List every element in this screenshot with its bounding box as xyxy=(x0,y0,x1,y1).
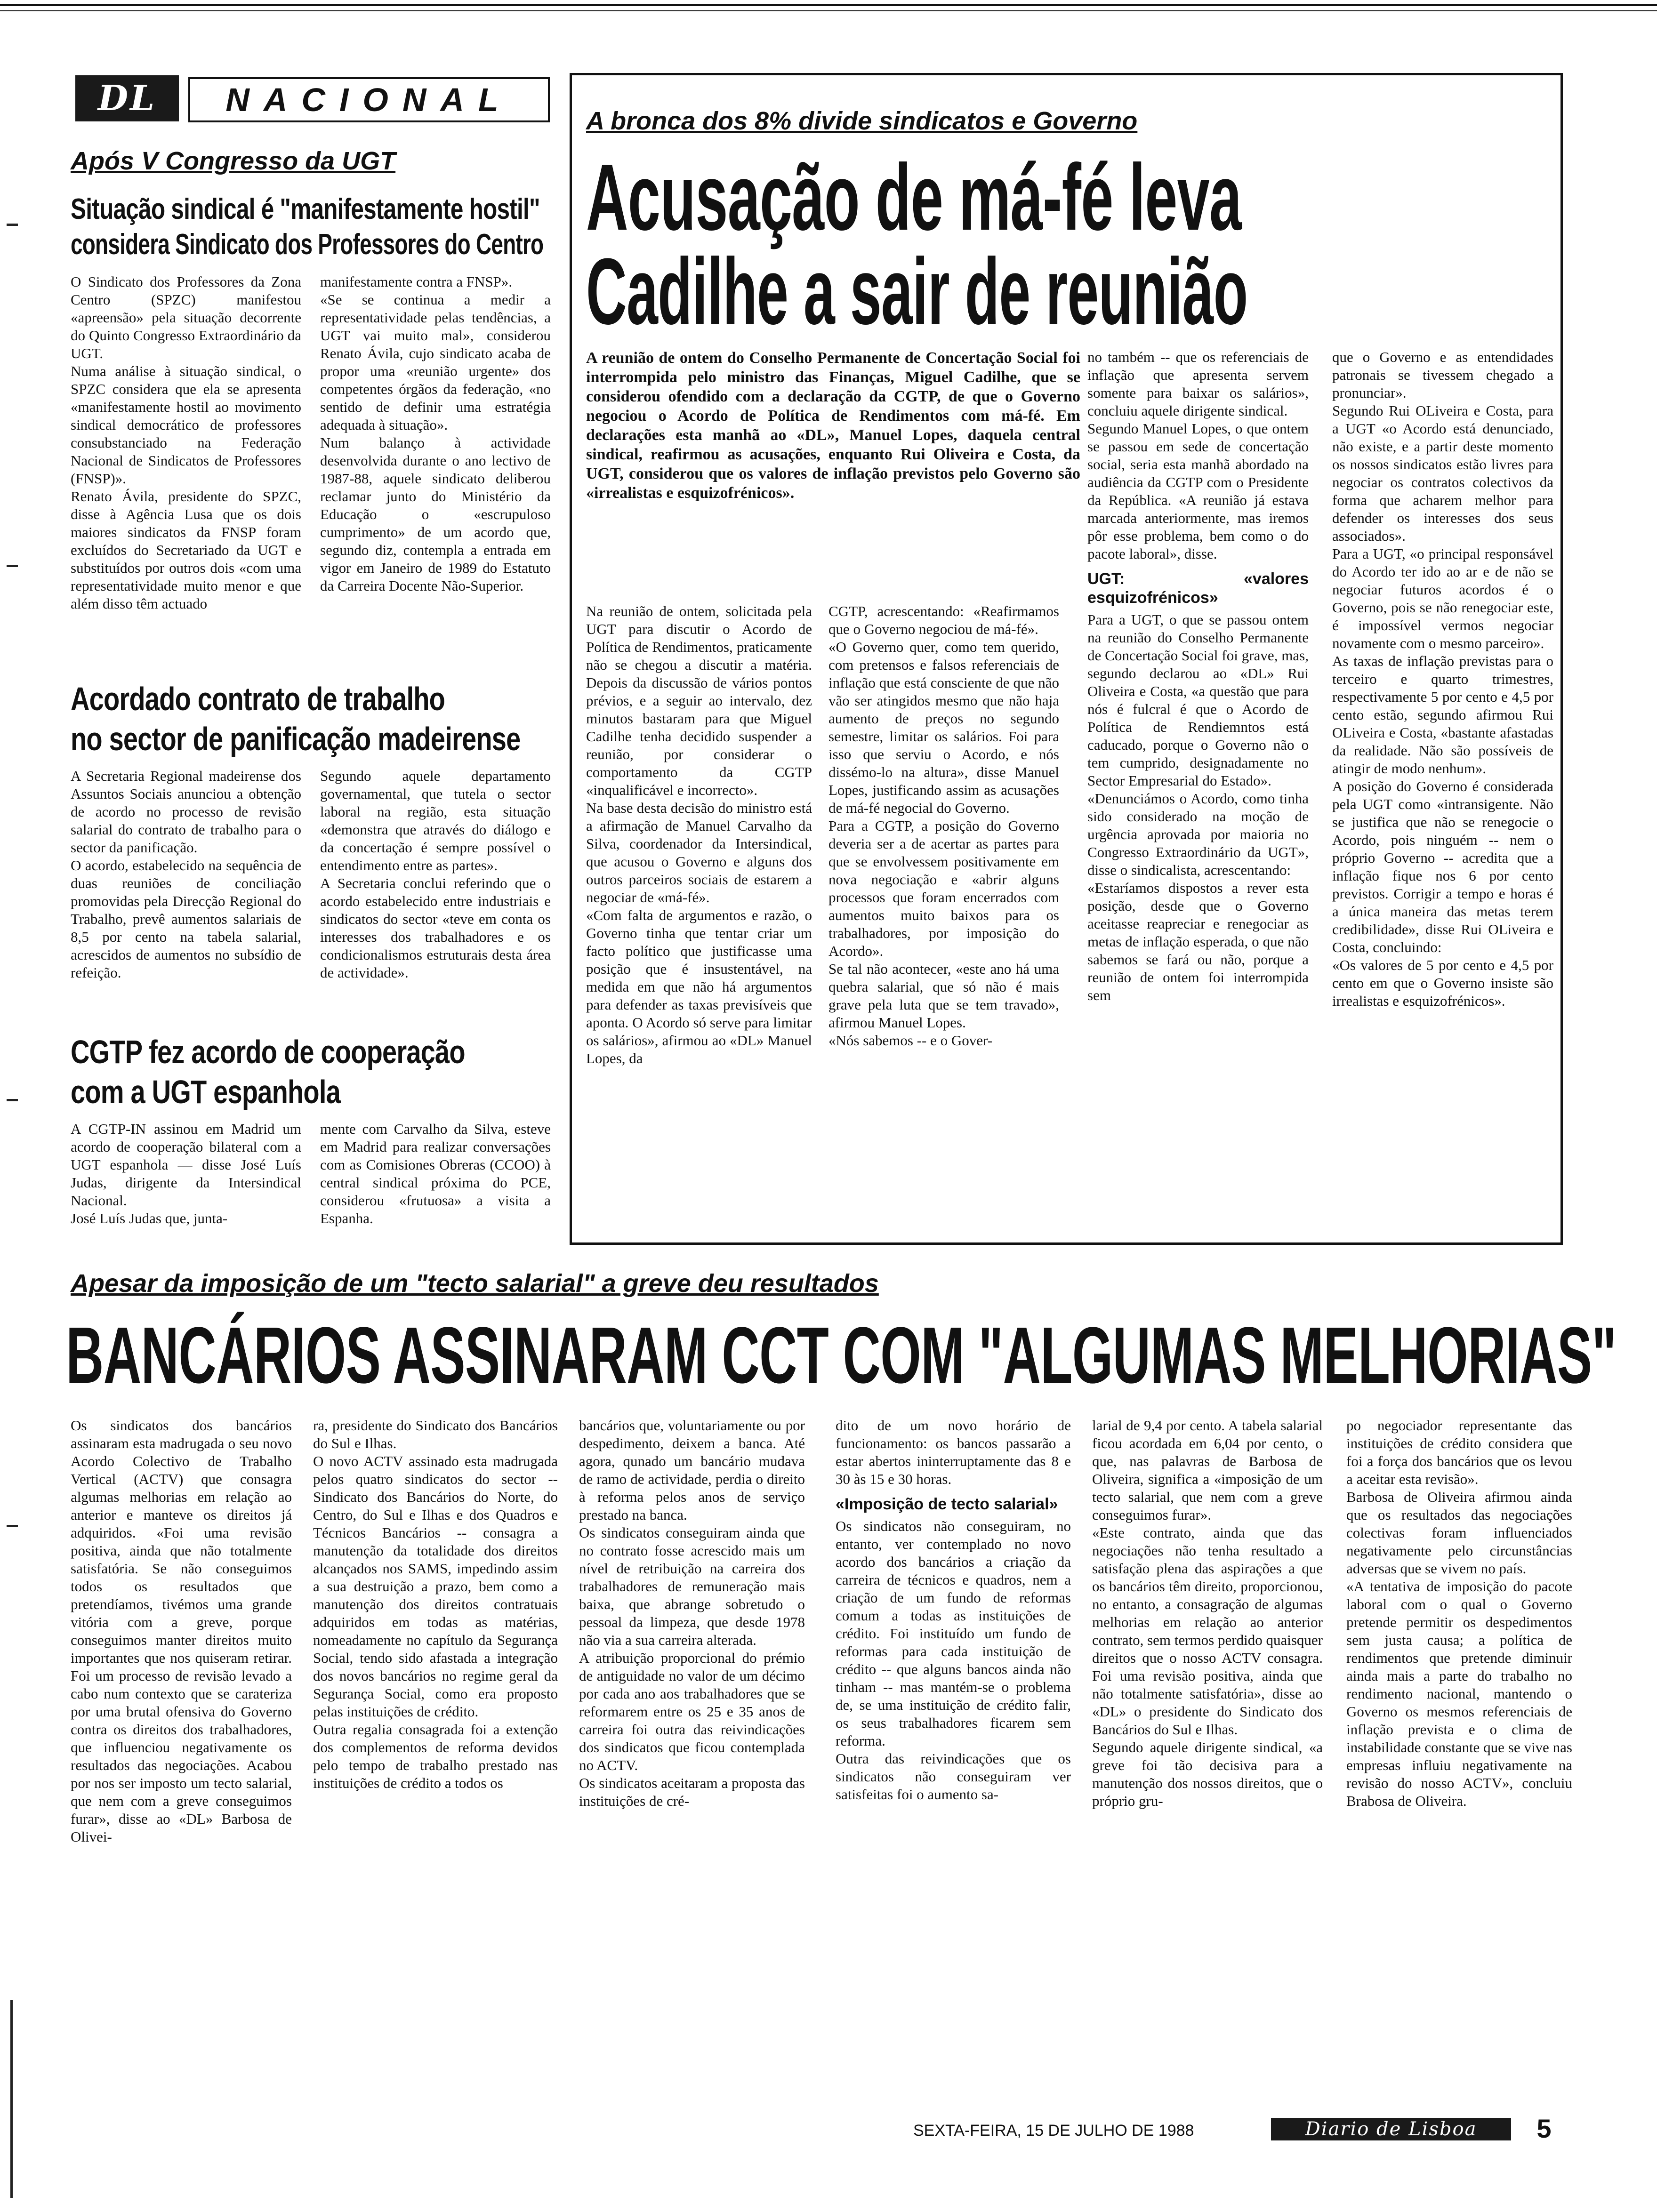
main-col-4-text: que o Governo e as entendidades patronais se tivessem chegado a pronunciar». Segundo Rui OLiveira e Costa, para a UGT «o Acordo está denunciado, não existe, e a partir deste momento os nossos sindicatos estão livres para negociar os contratos colectivos da forma que acharem melhor para defender os interesses dos seus associados». Para a UGT, «o principal responsável do Acordo ter ido ao ar e de não se negociar futuros acordos é o Governo, pois se não renegociar este, é impossível vermos negociar novamente com o mesmo parceiro». As taxas de inflação previstas para o terceiro e quarto trimestres, respectivamente 5 por cento e 4,5 por cento estão, segundo afirmou Rui OLiveira e Costa, «bastante afastadas da realidade. Não são possíveis de atingir de modo nenhum». A posição do Governo é considerada pela UGT como «intransigente. Não se justifica que não se renegocie o Acordo, pois ninguém -- nem o próprio Governo -- acredita que a inflação fique nos 6 por cento previstos. Corrigir a tempo e horas é a única maneira das metas terem credibilidade», disse Rui OLiveira e Costa, concluindo: «Os valores de 5 por cento e 4,5 por cento em que o Governo insiste são irrealistas e esquizofrénicos». xyxy=(1332,349,1553,1009)
cgtp-headline-1: CGTP fez acordo de cooperação xyxy=(71,1034,465,1070)
bakery-col-1 xyxy=(71,767,301,982)
ugt-col-2 xyxy=(320,273,551,595)
cgtp-col-2 xyxy=(320,1120,551,1227)
left-margin-tick xyxy=(7,1525,18,1527)
bank-col-2 xyxy=(313,1417,558,1792)
ugt-headline-1: Situação sindical é "manifestamente hostil" xyxy=(71,193,540,225)
bank-col-6 xyxy=(1346,1417,1572,1810)
bank-col-6-text: po negociador representante das instituições de crédito considera que foi a força dos bancários que os levou a aceitar esta revisão». Barbosa de Oliveira afirmou ainda que os resultados das negociações colectivas foram influenciados negativamente pelo circunstâncias adversas que se vivem no país. «A tentativa de imposição do pacote laboral com o qual o Governo pretende permitir os despedimentos sem justa causa; a política de rendimentos que pretende diminuir ainda mais a parte do trabalho no rendimento nacional, mantendo o Governo os mesmos referenciais de inflação prevista e o clima de instabilidade constante que se vive nas empresas influiu negativamente na revisão do nosso ACTV», concluiu Brabosa de Oliveira. xyxy=(1346,1417,1572,1809)
left-margin-mark xyxy=(10,2000,13,2198)
bank-col-4 xyxy=(836,1417,1071,1803)
bank-col-1 xyxy=(71,1417,292,1846)
bank-col-4a-text: dito de um novo horário de funcionamento: os bancos passarão a estar abertos ininterruptamente das 8 e 30 às 15 e 30 horas. xyxy=(836,1417,1071,1487)
main-col-3b-text: Para a UGT, o que se passou ontem na reunião do Conselho Permanente de Concertação Social foi grave, mas, segundo declarou ao «DL» Rui Oliveira e Costa, «a questão que para nós é fulcral é que o Acordo de Política de Rendiemntos está caducado, porque o Governo não o tem cumprido, designadamente no Sector Empresarial do Estado». «Denunciámos o Acordo, como tinha sido considerado na moção de urgência aprovada por maioria no Congresso Extraordinário da UGT», disse o sindicalista, acrescentando: «Estaríamos dispostos a rever esta posição, desde que o Governo aceitasse reapreciar e renegociar as metas de inflação esperada, o que não sabemos se fará ou não, porque a reunião de ontem foi interrompida sem xyxy=(1087,611,1309,1003)
top-border-thin xyxy=(0,10,1657,11)
section-name: NACIONAL xyxy=(188,77,550,122)
bakery-headline-2: no sector de panificação madeirense xyxy=(71,721,521,757)
left-margin-tick xyxy=(7,565,18,567)
section-logo: DL xyxy=(75,75,179,121)
main-col-2 xyxy=(828,602,1059,1050)
main-col-3 xyxy=(1087,348,1309,1004)
bakery-col-2 xyxy=(320,767,551,982)
bank-kicker: Apesar da imposição de um "tecto salarial" a greve deu resultados xyxy=(71,1269,879,1298)
footer-page-number: 5 xyxy=(1536,2114,1552,2143)
ugt-col-1 xyxy=(71,273,301,613)
bank-col-5 xyxy=(1092,1417,1323,1810)
ugt-headline-2: considera Sindicato dos Professores do Centro xyxy=(71,228,544,261)
bakery-headline-1: Acordado contrato de trabalho xyxy=(71,681,445,717)
footer-date: SEXTA-FEIRA, 15 DE JULHO DE 1988 xyxy=(913,2122,1194,2140)
bank-col-1-text: Os sindicatos dos bancários assinaram esta madrugada o seu novo Acordo Colectivo de Trabalho Vertical (ACTV) que consagra algumas melhorias em relação ao anterior e manteve os direitos já adquiridos. «Foi uma revisão positiva, ainda que não totalmente satisfatória. Se não conseguimos todos os resultados que pretendíamos, tivémos uma grande vitória com a greve, porque conseguimos manter direitos muito importantes que nos quiseram retirar. Foi um processo de revisão levado a cabo num contexto que se carateriza por uma brutal ofensiva do Governo contra os direitos dos trabalhadores, que influenciou negativamente os resultados das negociações. Acabou por nos ser imposto um tecto salarial, que nem com a greve conseguimos furar», disse ao «DL» Barbosa de Olivei- xyxy=(71,1417,292,1845)
bank-col-3 xyxy=(579,1417,805,1810)
main-headline-1: Acusação de má-fé leva xyxy=(586,145,1242,250)
top-border xyxy=(0,4,1657,6)
section-banner xyxy=(75,75,551,122)
main-headline-2: Cadilhe a sair de reunião xyxy=(586,239,1248,344)
bank-col-5-text: larial de 9,4 por cento. A tabela salarial ficou acordada em 6,04 por cento, o que, nas palavras de Barbosa de Oliveira, significa a «imposição de um tecto salarial, que nem com a greve conseguimos furar». «Este contrato, ainda que das negociações não tenha resultado a satisfação plena das aspirações a que os bancários têm direito, proporcionou, no entanto, a consagração de algumas melhorias em relação ao anterior contrato, sem termos perdido quaisquer direitos que o nosso ACTV consagra. Foi uma revisão positiva, ainda que não totalmente satisfatória», disse ao «DL» o presidente do Sindicato dos Bancários do Sul e Ilhas. Segundo aquele dirigente sindical, «a greve foi tão decisiva para a manutenção dos nossos direitos, que o próprio gru- xyxy=(1092,1417,1323,1809)
main-col-4 xyxy=(1332,348,1553,1010)
main-col-2-text: CGTP, acrescentando: «Reafirmamos que o Governo negociou de má-fé». «O Governo quer, como tem querido, com pretensos e falsos referenciais de inflação que está consciente de que não vão ser atingidos mesmo que não haja aumento de preços no segundo semestre, limitar os salários. Foi para isso que serviu o Acordo, e nós dissémo-lo na altura», disse Manuel Lopes, justificando assim as acusações de má-fé negocial do Governo. Para a CGTP, a posição do Governo deveria ser a de acertar as partes para que se envolvessem positivamente em nova negociação e «abrir alguns processos que foram encerrados com aumentos muito baixos para os trabalhadores, por imposição do Acordo». Se tal não acontecer, «este ano há uma quebra salarial, que só não é mais grave pela luta que se tem travado», afirmou Manuel Lopes. «Nós sabemos -- e o Gover- xyxy=(828,603,1059,1049)
main-lead: A reunião de ontem do Conselho Permanente de Concertação Social foi interrompida pelo ministro das Finanças, Miguel Cadilhe, que se considerou ofendido com a declaração da CGTP, de que o Governo negociou o Acordo de Política de Rendimentos com má-fé. Em declarações esta manhã ao «DL», Manuel Lopes, daquela central sindical, reafirmou as acusações, enquanto Rui Oliveira e Costa, da UGT, considerou que os valores de inflação previstos pelo Governo são «irrealistas e esquizofrénicos». xyxy=(586,349,1080,502)
bakery-col-2-text: Segundo aquele departamento governamental, que tutela o sector laboral na região, esta situação «demonstra que através do diálogo e da concertação é sempre possível o entendimento entre as partes». A Secretaria conclui referindo que o acordo estabelecido entre industriais e sindicatos do sector «teve em conta os interesses dos trabalhadores e os condicionalismos estruturais desta área de actividade». xyxy=(320,768,551,981)
bank-col-2-text: ra, presidente do Sindicato dos Bancários do Sul e Ilhas. O novo ACTV assinado esta madrugada pelos quatro sindicatos do sector -- Sindicato dos Bancários do Norte, do Centro, do Sul e Ilhas e dos Quadros e Técnicos Bancários -- consagra a manutenção da totalidade dos direitos alcançados nos SAMS, impedindo assim a sua destruição a prazo, bem como a manutenção dos direitos contratuais adquiridos em todas as matérias, nomeadamente no capítulo da Segurança Social, tendo sido afastada a integração dos novos bancários no regime geral da Segurança Social, como era proposto pelas instituições de crédito. Outra regalia consagrada foi a extenção dos complementos de reforma devidos pelo tempo de trabalho prestado nas instituições de crédito a todos os xyxy=(313,1417,558,1791)
main-kicker: A bronca dos 8% divide sindicatos e Governo xyxy=(586,107,1138,135)
cgtp-col-2-text: mente com Carvalho da Silva, esteve em Madrid para realizar conversações com as Comisiones Obreras (CCOO) à central sindical próxima do PCE, considerou «frutuosa» a visita a Espanha. xyxy=(320,1121,551,1226)
main-col-3a-text: no também -- que os referenciais de inflação que apresenta servem somente para baixar os salários», concluiu aquele dirigente sindical. Segundo Manuel Lopes, o que ontem se passou em sede de concertação social, seria esta manhã abordado na audiência da CGTP com o Presidente da República. «A reunião já estava marcada anteriormente, mas iremos pôr esse problema, bem como o do pacote laboral», disse. xyxy=(1087,349,1309,562)
bank-headline: BANCÁRIOS ASSINARAM CCT COM "ALGUMAS MELHORIAS" xyxy=(66,1311,1617,1400)
left-margin-tick xyxy=(7,224,18,226)
bank-subhead: «Imposição de tecto salarial» xyxy=(836,1495,1058,1513)
bakery-col-1-text: A Secretaria Regional madeirense dos Assuntos Sociais anunciou a obtenção de acordo no processo de revisão salarial do contrato de trabalho para o sector da panificação. O acordo, estabelecido na sequência de duas reuniões de conciliação promovidas pela Direcção Regional do Trabalho, prevê aumentos salariais de 8,5 por cento na tabela salarial, acrescidos de aumentos no subsídio de refeição. xyxy=(71,768,301,981)
cgtp-col-1 xyxy=(71,1120,301,1227)
bank-col-3-text: bancários que, voluntariamente ou por despedimento, deixem a banca. Até agora, qunado um bancário mudava de ramo de actividade, perdia o direito à reforma pelos anos de serviço prestado na banca. Os sindicatos conseguiram ainda que no contrato fosse acrescido mais um nível de retribuição na carreira dos trabalhadores de remuneração mais baixa, que abrange sobretudo o pessoal da limpeza, que desde 1978 não via a sua carreira alterada. A atribuição proporcional do prémio de antiguidade no valor de um décimo por cada ano aos trabalhadores que se reformarem entre os 25 e 35 anos de carreira foi outra das reivindicações dos sindicatos que ficou contemplada no ACTV. Os sindicatos aceitaram a proposta das instituições de cré- xyxy=(579,1417,805,1809)
bank-col-4b-text: Os sindicatos não conseguiram, no entanto, ver contemplado no novo acordo dos bancários a criação da carreira de técnicos e quadros, nem a criação de um fundo de reformas comum a todas as instituições de crédito. Foi instituído um fundo de reformas para cada instituição de crédito -- que alguns bancos ainda não tinham -- mas mantém-se o problema de, se uma instituição de crédito falir, os seus trabalhadores ficarem sem reforma. Outra das reivindicações que os sindicatos não conseguiram ver satisfeitas foi o aumento sa- xyxy=(836,1518,1071,1803)
main-subhead: UGT: «valores esquizofrénicos» xyxy=(1087,570,1309,607)
cgtp-col-1-text: A CGTP-IN assinou em Madrid um acordo de cooperação bilateral com a UGT espanhola — disse José Luís Judas, dirigente da Intersindical Nacional. José Luís Judas que, junta- xyxy=(71,1121,301,1226)
left-margin-tick xyxy=(7,1099,18,1101)
ugt-kicker: Após V Congresso da UGT xyxy=(71,147,396,175)
main-col-1 xyxy=(586,602,812,1067)
main-col-1-text: Na reunião de ontem, solicitada pela UGT para discutir o Acordo de Política de Rendimentos, praticamente não se chegou a discutir a matéria. Depois da discussão de vários pontos prévios, e a seguir ao intervalo, dez minutos bastaram para que Miguel Cadilhe tenha decidido suspender a reunião, por considerar o comportamento da CGTP «inqualificável e incorrecto». Na base desta decisão do ministro está a afirmação de Manuel Carvalho da Silva, coordenador da Intersindical, que acusou o Governo e alguns dos outros parceiros sociais de estarem a negociar de «má-fé». «Com falta de argumentos e razão, o Governo tinha que tentar criar um facto político que justificasse uma posição que é insustentável, na medida em que não há argumentos para defender as taxas previsíveis que aponta. O Acordo só serve para limitar os salários», afirmou ao «DL» Manuel Lopes, da xyxy=(586,603,812,1066)
ugt-col-2-text: manifestamente contra a FNSP». «Se se continua a medir a representatividade pelas tendências, a UGT vai muito mal», considerou Renato Ávila, cujo sindicato acaba de propor uma «reunião urgente» dos competentes órgãos da federação, «no sentido de definir uma estratégia adequada à situação». Num balanço à actividade desenvolvida durante o ano lectivo de 1987-88, aquele sindicato deliberou reclamar junto do Ministério da Educação o «escrupuloso cumprimento» de um acordo que, segundo diz, contempla a entrada em vigor em Janeiro de 1989 do Estatuto da Carreira Docente Não-Superior. xyxy=(320,273,551,594)
cgtp-headline-2: com a UGT espanhola xyxy=(71,1074,340,1110)
footer-paper-name: Diario de Lisboa xyxy=(1271,2118,1511,2140)
ugt-col-1-text: O Sindicato dos Professores da Zona Centro (SPZC) manifestou «apreensão» pela situação decorrente do Quinto Congresso Extraordinário da UGT. Numa análise à situação sindical, o SPZC considera que ela se apresenta «manifestamente hostil ao movimento sindical democrático de professores consubstanciado na Federação Nacional de Sindicatos de Professores (FNSP)». Renato Ávila, presidente do SPZC, disse à Agência Lusa que os dois maiores sindicatos da FNSP foram excluídos do Secretariado da UGT e substituídos por outros dois «com uma representatividade muito menor e que além disso têm actuado xyxy=(71,273,301,612)
